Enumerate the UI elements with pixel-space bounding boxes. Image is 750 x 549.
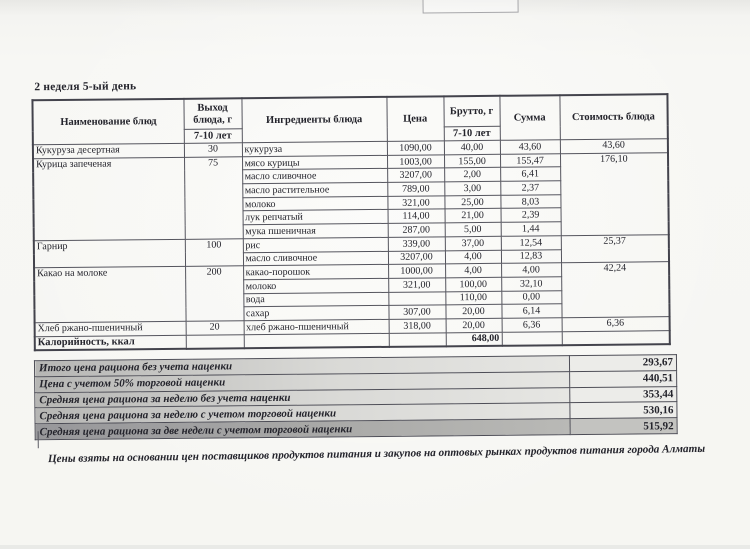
dish-name-cell: Какао на молоке [34, 267, 186, 323]
ingredient-cell: кукуруза [242, 141, 387, 156]
summary-label: Средняя цена рациона за неделю без учета наценки [35, 387, 570, 408]
gross-cell: 100,00 [445, 277, 501, 291]
ingredient-cell: мука пшеничная [243, 224, 388, 239]
gross-cell: 40,00 [444, 140, 500, 154]
price-cell: 1090,00 [387, 141, 444, 155]
price-cell: 318,00 [389, 319, 446, 333]
kcal-value-cell: 648,00 [446, 332, 502, 347]
sum-cell: 2,37 [500, 181, 560, 195]
price-cell: 307,00 [388, 305, 445, 319]
gross-cell: 4,00 [445, 250, 501, 264]
gross-cell: 5,00 [445, 222, 501, 236]
sum-cell: 6,41 [500, 167, 560, 181]
ingredient-cell: вода [243, 292, 388, 307]
ingredient-cell: хлеб ржано-пшеничный [244, 319, 389, 334]
gross-cell: 155,00 [444, 154, 500, 168]
header-sum: Сумма [499, 95, 559, 140]
price-cell: 1000,00 [388, 264, 445, 278]
price-cell: 114,00 [388, 209, 445, 223]
output-cell: 75 [184, 156, 243, 239]
sum-cell: 6,36 [502, 318, 562, 332]
footer-note: Цены взяты на основании цен поставщиков продуктов питания и закупов на оптовых рынках продуктов питания города Алматы [47, 442, 706, 466]
ingredient-cell: мясо курицы [242, 155, 387, 170]
price-cell: 321,00 [387, 196, 444, 210]
dish-name-cell: Хлеб ржано-пшеничный [35, 321, 186, 336]
ingredient-cell: масло сливочное [242, 169, 387, 184]
sum-cell [502, 331, 562, 346]
header-output-age: 7-10 лет [184, 129, 242, 144]
sum-cell: 12,83 [501, 249, 561, 263]
ingredient-cell: какао-порошок [243, 265, 388, 280]
dish-cost-cell: 25,37 [561, 234, 669, 262]
gross-cell: 4,00 [445, 263, 501, 277]
price-cell: 321,00 [388, 278, 445, 292]
summary-table [34, 354, 678, 440]
gross-cell: 20,00 [446, 318, 502, 332]
summary-value: 515,92 [570, 418, 677, 435]
output-cell: 200 [185, 266, 244, 321]
dish-name-cell: Гарнир [34, 239, 185, 268]
ingredient-cell: молоко [242, 196, 387, 211]
top-edge-box-artifact [422, 0, 518, 14]
header-dish: Наименование блюд [32, 99, 183, 145]
summary-label: Итого цена рациона без учета наценки [34, 356, 569, 377]
page-title: 2 неделя 5-ый день [34, 80, 137, 94]
header-row [32, 94, 667, 131]
dish-name-cell: Кукуруза десертная [33, 143, 184, 158]
ingredient-cell: сахар [243, 306, 388, 321]
gross-cell: 20,00 [445, 305, 501, 319]
summary-value: 440,51 [570, 370, 677, 387]
gross-cell: 25,00 [444, 195, 500, 209]
kcal-label-cell: Калорийность, ккал [35, 335, 186, 351]
dish-cost-cell: 43,60 [560, 139, 668, 154]
menu-table [31, 93, 670, 351]
sum-cell: 12,54 [501, 236, 561, 250]
sum-cell: 8,03 [500, 194, 560, 208]
gross-cell: 3,00 [444, 181, 500, 195]
ingredient-cell [244, 333, 389, 349]
price-cell [388, 291, 445, 305]
sum-cell: 32,10 [501, 277, 561, 291]
gross-cell: 37,00 [445, 236, 501, 250]
ingredient-cell: рис [243, 237, 388, 252]
summary-value: 293,67 [569, 355, 676, 372]
summary-label: Цена с учетом 50% торговой наценки [35, 371, 570, 392]
ingredient-cell: лук репчатый [243, 210, 388, 225]
dish-cost-cell: 176,10 [560, 152, 669, 235]
sum-cell: 1,44 [501, 222, 561, 236]
price-cell: 3207,00 [387, 168, 444, 182]
summary-label: Средняя цена рациона за неделю с учетом торговой наценки [35, 403, 570, 424]
dish-name-cell: Курица запеченая [33, 157, 185, 241]
gross-cell: 2,00 [444, 168, 500, 182]
header-price: Цена [386, 96, 443, 141]
header-gross: Брутто, г [443, 96, 499, 127]
ingredient-cell: масло растительное [242, 182, 387, 197]
dish-cost-cell [562, 330, 670, 345]
header-dish-cost: Стоимость блюда [559, 94, 667, 140]
ingredient-cell: молоко [243, 278, 388, 293]
output-cell: 30 [184, 143, 242, 157]
sum-cell: 43,60 [500, 140, 560, 154]
summary-value: 530,16 [570, 402, 677, 419]
header-gross-age: 7-10 лет [444, 126, 500, 141]
output-cell: 100 [185, 239, 243, 267]
summary-label: Средняя цена рациона за две недели с учетом торговой наценки [35, 419, 570, 440]
table-border-remnant [38, 431, 39, 448]
gross-cell: 21,00 [445, 209, 501, 223]
output-cell: 20 [186, 321, 244, 335]
gross-cell: 110,00 [445, 291, 501, 305]
dish-cost-cell: 42,24 [561, 262, 670, 318]
sum-cell: 155,47 [500, 153, 560, 167]
sum-cell: 6,14 [501, 304, 561, 318]
price-cell: 287,00 [388, 223, 445, 237]
header-output: Выход блюда, г [183, 98, 241, 129]
price-cell: 789,00 [387, 182, 444, 196]
price-cell [389, 332, 446, 347]
price-cell: 1003,00 [387, 155, 444, 169]
ingredient-cell: масло сливочное [243, 251, 388, 266]
output-cell [186, 334, 244, 349]
sum-cell: 2,39 [501, 208, 561, 222]
price-cell: 339,00 [388, 237, 445, 251]
header-ingredients: Ингредиенты блюда [241, 97, 386, 143]
price-cell: 3207,00 [388, 250, 445, 264]
dish-cost-cell: 6,36 [562, 317, 670, 332]
summary-value: 353,44 [570, 386, 677, 403]
sum-cell: 0,00 [501, 290, 561, 304]
sum-cell: 4,00 [501, 263, 561, 277]
